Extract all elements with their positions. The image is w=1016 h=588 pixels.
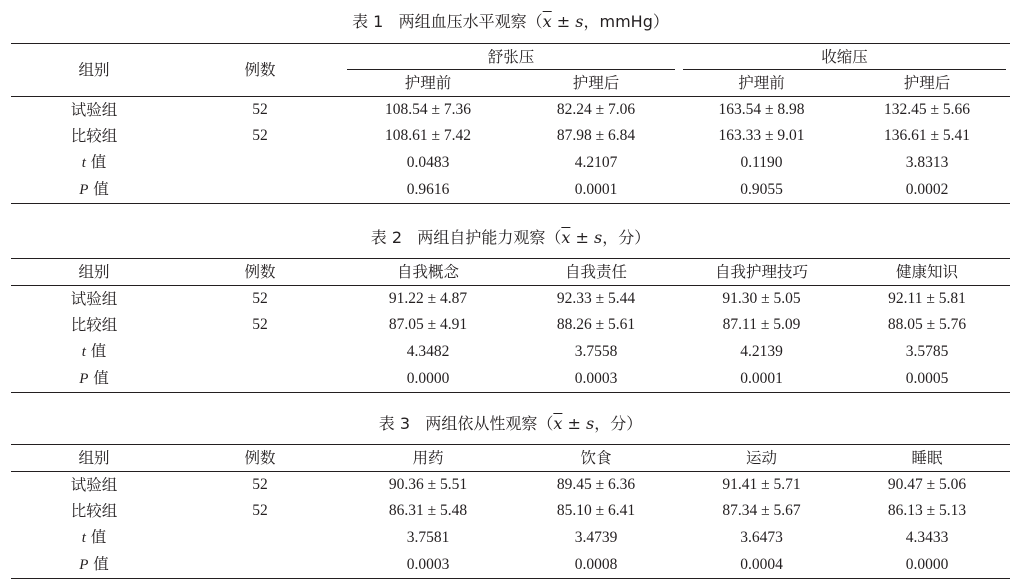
row-label	[11, 365, 177, 393]
row-count: 52	[252, 502, 268, 519]
row-label: 试验组	[70, 290, 118, 308]
stat-letter: t	[81, 155, 86, 171]
row-label	[11, 524, 177, 551]
table1-caption-pm: ±	[551, 12, 576, 31]
row-label	[11, 149, 177, 176]
stat-letter: P	[79, 557, 89, 573]
table3-caption	[11, 414, 1010, 434]
stat-suffix: 值	[93, 555, 109, 573]
table3-caption-xbar: $\overline{x}$	[553, 414, 563, 433]
cell: 90.47 ± 5.06	[887, 476, 967, 493]
cell: 4.3482	[406, 342, 450, 360]
table3-header-c2: 饮食	[513, 445, 679, 472]
table-row	[11, 472, 1010, 499]
stat-letter: t	[81, 530, 86, 546]
cell: 0.0000	[343, 365, 513, 393]
table2-caption-xbar: $\overline{x}$	[561, 228, 571, 247]
table3-header-c3: 运动	[679, 445, 844, 472]
table1-header-sys-before: 护理前	[679, 70, 844, 97]
row-count	[177, 365, 343, 393]
table1-header-group: 组别	[11, 44, 177, 97]
table2-header-c3: 自我护理技巧	[679, 259, 844, 286]
table-row	[11, 97, 1010, 124]
table1-caption-prefix: 表 1	[352, 12, 384, 31]
table3-header-group: 组别	[11, 445, 177, 472]
table3-header-count: 例数	[177, 445, 343, 472]
cell: 87.11 ± 5.09	[722, 316, 801, 333]
stat-letter: t	[81, 344, 86, 360]
table3-header-c4: 睡眠	[844, 445, 1010, 472]
table1-caption-title: 两组血压水平观察	[398, 12, 527, 31]
table1-header-diastolic-label: 舒张压	[487, 48, 535, 66]
table2-header-c2: 自我责任	[513, 259, 679, 286]
table3-caption-title: 两组依从性观察	[425, 414, 538, 433]
cell: 0.0005	[844, 365, 1010, 393]
cell: 92.11 ± 5.81	[888, 290, 966, 307]
stat-suffix: 值	[90, 528, 107, 546]
cell: 4.2107	[574, 153, 618, 171]
table1-caption-open: （	[526, 12, 543, 31]
table-row	[11, 498, 1010, 524]
cell: 91.22 ± 4.87	[388, 290, 468, 307]
stat-suffix: 值	[90, 342, 107, 360]
table2-header-group: 组别	[11, 259, 177, 286]
cell: 87.34 ± 5.67	[722, 502, 801, 519]
cell: 82.24 ± 7.06	[556, 101, 636, 118]
row-count	[177, 551, 343, 579]
table1-caption	[11, 12, 1010, 32]
table2-caption-prefix: 表 2	[370, 228, 403, 247]
table1-header-diastolic	[343, 44, 679, 71]
table-row-t	[11, 524, 1010, 551]
table3	[11, 444, 1010, 579]
row-count: 52	[252, 476, 268, 493]
table2-caption-s: s	[593, 228, 603, 247]
table-row	[11, 123, 1010, 149]
table2-header-c4: 健康知识	[844, 259, 1010, 286]
row-label: 比较组	[70, 316, 118, 334]
table1-caption-xbar: $\overline{x}$	[542, 12, 552, 31]
table3-caption-prefix: 表 3	[378, 414, 411, 433]
cell: 0.0000	[844, 551, 1010, 579]
table3-caption-close: ）	[626, 414, 643, 433]
cell: 0.9616	[343, 176, 513, 204]
table1-header-dia-after: 护理后	[513, 70, 679, 97]
cell: 0.0003	[513, 365, 679, 393]
table1-header-dia-before: 护理前	[343, 70, 513, 97]
table-row-p	[11, 365, 1010, 393]
cell: 86.13 ± 5.13	[887, 502, 967, 519]
cell: 3.4739	[574, 528, 618, 546]
cell: 91.41 ± 5.71	[722, 476, 801, 493]
cell: 88.05 ± 5.76	[887, 316, 967, 333]
cell: 0.0004	[679, 551, 844, 579]
cell: 3.7581	[406, 528, 450, 546]
table1-caption-s: s	[575, 12, 584, 31]
table2-header-count: 例数	[177, 259, 343, 286]
table-row-t	[11, 149, 1010, 176]
cell: 3.5785	[905, 342, 949, 360]
cell: 4.3433	[905, 528, 949, 546]
row-label	[11, 176, 177, 204]
row-label	[11, 551, 177, 579]
cell: 87.05 ± 4.91	[388, 316, 468, 333]
table1-header-count: 例数	[177, 44, 343, 97]
stat-suffix: 值	[93, 180, 109, 198]
cell: 163.54 ± 8.98	[718, 101, 805, 118]
table1-header-systolic	[679, 44, 1010, 71]
cell: 3.6473	[740, 528, 783, 546]
table1-header-systolic-label: 收缩压	[821, 48, 868, 66]
stat-letter: P	[79, 371, 89, 387]
cell: 0.9055	[679, 176, 844, 204]
table2-caption-title: 两组自护能力观察	[417, 228, 546, 247]
cell: 3.7558	[574, 342, 618, 360]
cell: 0.0001	[513, 176, 679, 204]
table3-caption-unit: ，分	[594, 414, 627, 433]
cell: 88.26 ± 5.61	[556, 316, 636, 333]
table-row	[11, 286, 1010, 313]
cell: 0.0003	[343, 551, 513, 579]
row-count	[177, 176, 343, 204]
table-row	[11, 312, 1010, 338]
table1-header-sys-after: 护理后	[844, 70, 1010, 97]
cell: 0.0001	[679, 365, 844, 393]
table1-caption-close: ）	[652, 12, 669, 31]
table3-caption-pm: ±	[562, 414, 586, 433]
cell: 90.36 ± 5.51	[388, 476, 468, 493]
cell: 85.10 ± 6.41	[556, 502, 636, 519]
cell: 108.61 ± 7.42	[384, 127, 471, 144]
table2-caption-unit: ，分	[602, 228, 635, 247]
cell: 136.61 ± 5.41	[884, 127, 971, 144]
row-count: 52	[252, 290, 268, 307]
row-count	[177, 338, 343, 365]
row-label: 试验组	[70, 101, 118, 119]
stat-suffix: 值	[93, 369, 109, 387]
cell: 132.45 ± 5.66	[884, 101, 971, 118]
row-count	[177, 149, 343, 176]
stat-suffix: 值	[90, 153, 107, 171]
cell: 3.8313	[905, 153, 949, 171]
table2	[11, 258, 1010, 393]
table-row-p	[11, 176, 1010, 204]
cell: 4.2139	[740, 342, 783, 360]
row-label	[11, 338, 177, 365]
table-row-p	[11, 551, 1010, 579]
cell: 86.31 ± 5.48	[388, 502, 468, 519]
cell: 89.45 ± 6.36	[556, 476, 636, 493]
row-count: 52	[252, 101, 268, 118]
cell: 91.30 ± 5.05	[722, 290, 801, 307]
cell: 0.0483	[406, 153, 450, 171]
table1-caption-unit: ，mmHg	[583, 12, 653, 31]
stat-letter: P	[79, 182, 89, 198]
table2-caption	[11, 228, 1010, 248]
cell: 92.33 ± 5.44	[556, 290, 636, 307]
cell: 0.1190	[740, 153, 783, 171]
row-label: 试验组	[70, 476, 118, 494]
table2-header-c1: 自我概念	[343, 259, 513, 286]
table2-caption-pm: ±	[570, 228, 594, 247]
row-label: 比较组	[70, 502, 118, 520]
table2-caption-close: ）	[634, 228, 651, 247]
cell: 108.54 ± 7.36	[384, 101, 471, 118]
cell: 0.0002	[844, 176, 1010, 204]
table3-caption-open: （	[537, 414, 554, 433]
row-count: 52	[252, 127, 268, 144]
cell: 163.33 ± 9.01	[718, 127, 805, 144]
table-row-t	[11, 338, 1010, 365]
row-count: 52	[252, 316, 268, 333]
cell: 87.98 ± 6.84	[556, 127, 636, 144]
row-label: 比较组	[70, 127, 118, 145]
table3-header-c1: 用药	[343, 445, 513, 472]
cell: 0.0008	[513, 551, 679, 579]
table1	[11, 43, 1010, 204]
row-count	[177, 524, 343, 551]
table3-caption-s: s	[585, 414, 595, 433]
table2-caption-open: （	[545, 228, 562, 247]
